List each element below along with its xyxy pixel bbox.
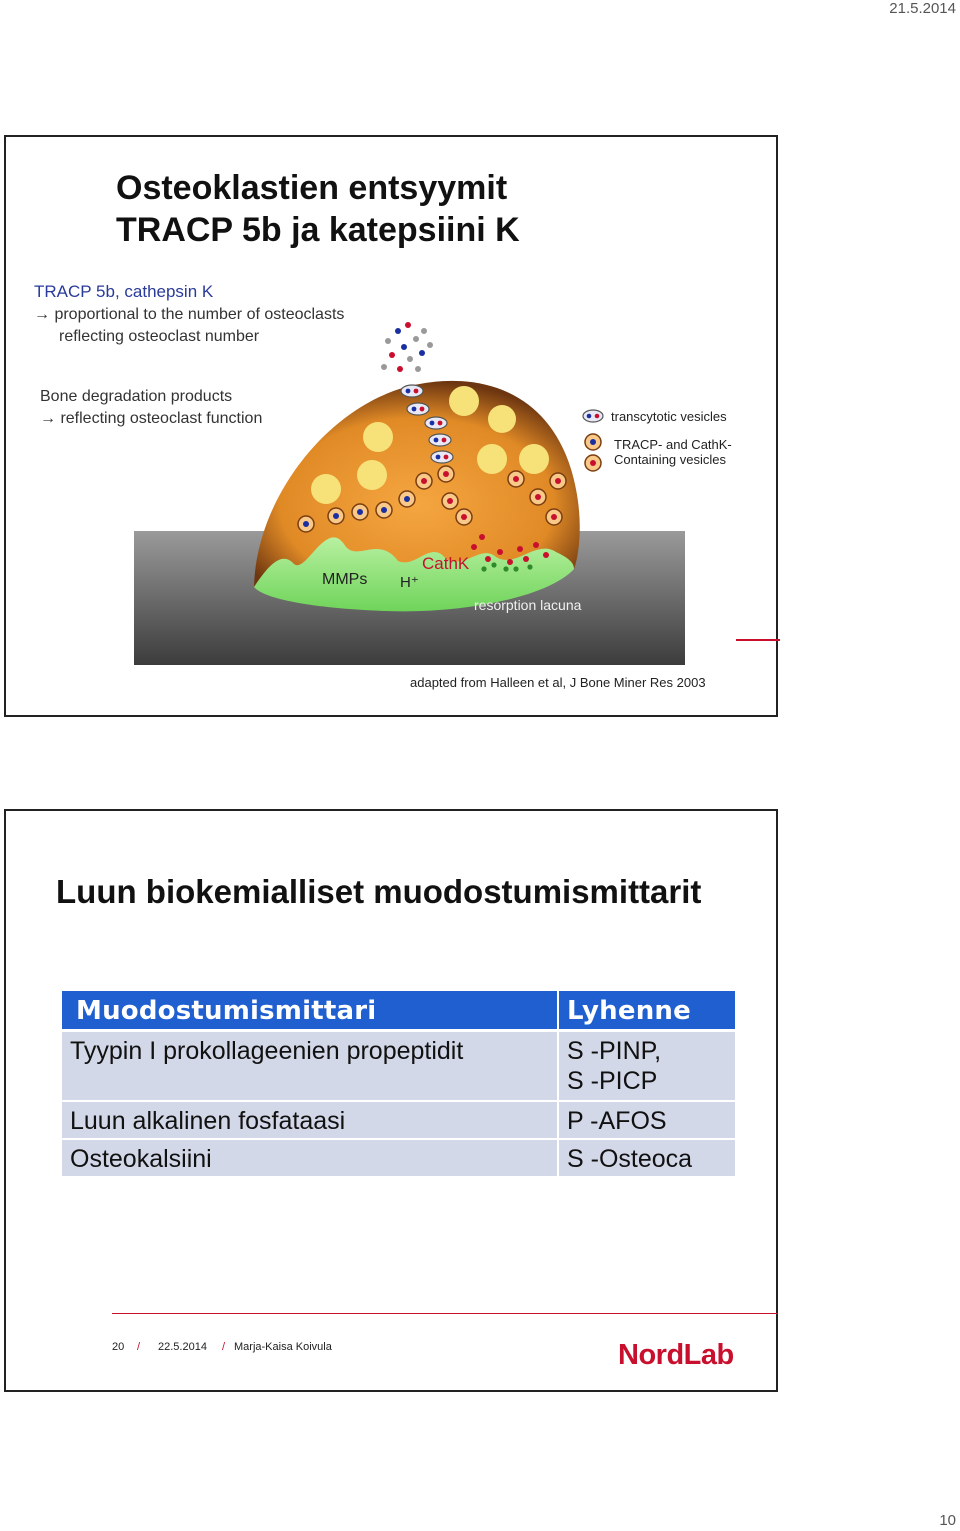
page-number: 10 bbox=[939, 1512, 956, 1529]
slide-osteoclast-enzymes bbox=[4, 135, 778, 717]
released-particles bbox=[381, 322, 433, 372]
table-cell-abbr bbox=[558, 1031, 735, 1102]
table-cell-marker: Tyypin I prokollageenien propeptidit bbox=[62, 1031, 558, 1102]
table-cell-marker: Osteokalsiini bbox=[62, 1139, 558, 1176]
footer-date: 22.5.2014 bbox=[158, 1341, 207, 1353]
diagram-caption: adapted from Halleen et al, J Bone Miner Res 2003 bbox=[410, 675, 706, 690]
label-h-plus: H⁺ bbox=[400, 574, 419, 591]
footer-accent-rule bbox=[112, 1313, 778, 1314]
label-prop1: → proportional to the number of osteoclasts bbox=[34, 306, 345, 323]
slide-bone-formation-markers bbox=[4, 809, 778, 1392]
legend-tracp-label1: TRACP- and CathK- bbox=[614, 437, 732, 452]
label-prop2: reflecting osteoclast number bbox=[59, 328, 260, 345]
markers-table bbox=[62, 991, 735, 1176]
footer-separator: / bbox=[137, 1341, 141, 1353]
legend-tracp-label2: Containing vesicles bbox=[614, 452, 727, 467]
table-row bbox=[62, 1139, 735, 1176]
table-cell-abbr: S -Osteoca bbox=[558, 1139, 735, 1176]
legend-transcytotic-label: transcytotic vesicles bbox=[611, 409, 727, 424]
footer-separator: / bbox=[222, 1341, 226, 1353]
abbr-line2: S -PICP bbox=[567, 1067, 658, 1095]
table-row bbox=[62, 1101, 735, 1139]
table-row bbox=[62, 1031, 735, 1102]
table-header-abbr: Lyhenne bbox=[558, 991, 735, 1031]
label-bone1: Bone degradation products bbox=[40, 388, 233, 405]
table-header-marker: Muodostumismittari bbox=[62, 991, 558, 1031]
abbr-line1: S -PINP, bbox=[567, 1037, 662, 1065]
legend bbox=[583, 409, 732, 471]
label-enzymes: TRACP 5b, cathepsin K bbox=[34, 282, 214, 301]
label-bone2: → reflecting osteoclast function bbox=[40, 410, 263, 427]
table-cell-abbr: P -AFOS bbox=[558, 1101, 735, 1139]
label-cathk: CathK bbox=[422, 554, 470, 573]
slide1-title bbox=[116, 167, 520, 251]
table-header-row bbox=[62, 991, 735, 1031]
osteoclast-diagram bbox=[26, 269, 746, 699]
table-cell-marker: Luun alkalinen fosfataasi bbox=[62, 1101, 558, 1139]
legend-transcytotic-icon bbox=[583, 410, 603, 422]
footer-slide-number: 20 bbox=[112, 1341, 125, 1353]
slide1-accent-rule bbox=[736, 639, 780, 641]
slide2-title: Luun biokemialliset muodostumismittarit bbox=[56, 873, 702, 910]
label-mmps: MMPs bbox=[322, 571, 368, 588]
svg-text:NordLab: NordLab bbox=[618, 1339, 734, 1371]
page-date: 21.5.2014 bbox=[889, 0, 956, 17]
footer-author: Marja-Kaisa Koivula bbox=[234, 1341, 332, 1353]
nordlab-logo bbox=[618, 1337, 740, 1371]
slide1-title-line1: Osteoklastien entsyymit bbox=[116, 169, 508, 207]
label-resorption-lacuna: resorption lacuna bbox=[474, 597, 582, 613]
slide1-title-line2: TRACP 5b ja katepsiini K bbox=[116, 211, 520, 249]
